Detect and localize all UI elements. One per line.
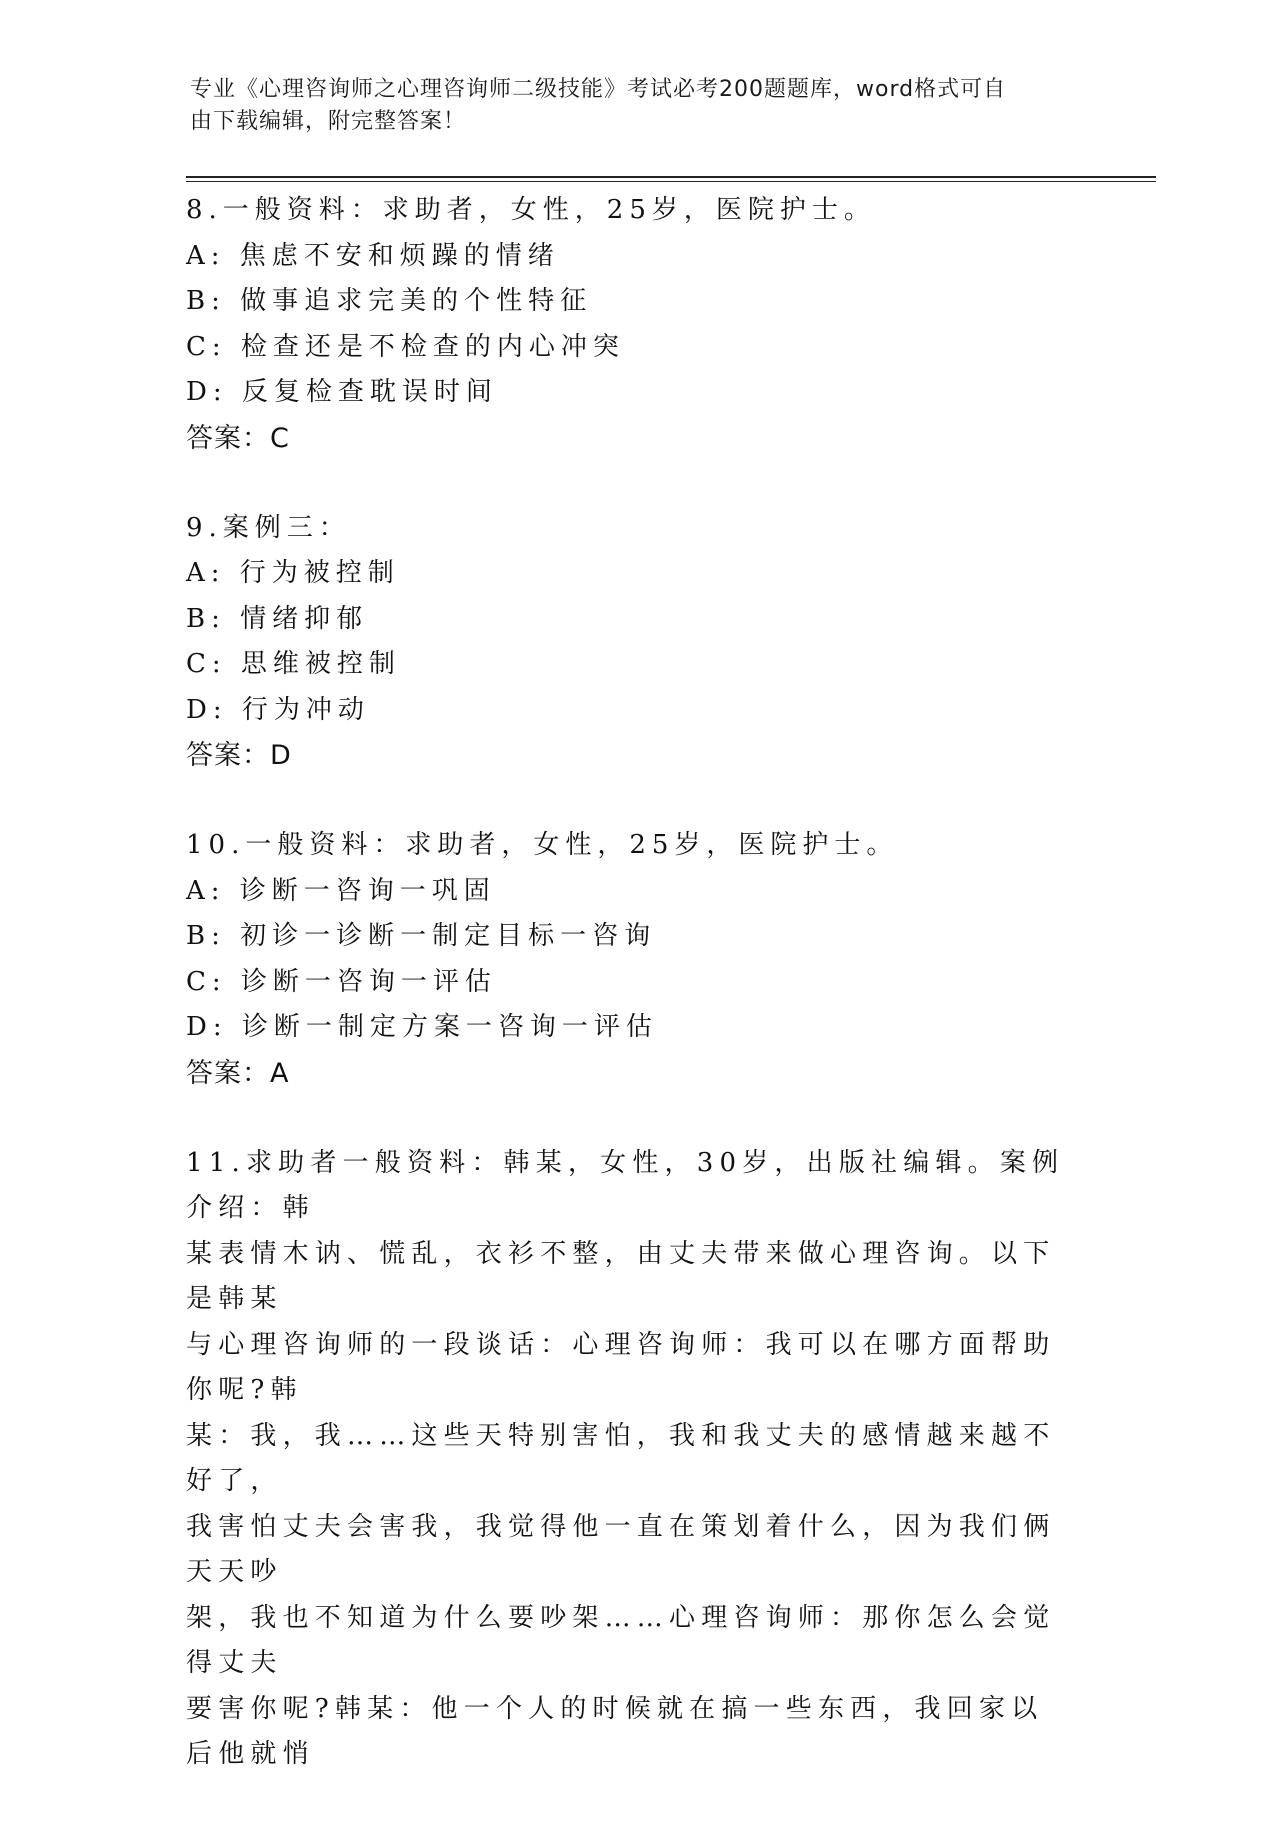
header-divider-thick (186, 176, 1156, 178)
option-d: D: 反复检查耽误时间 (186, 377, 498, 407)
header-line-2: 由下载编辑，附完整答案！ (190, 109, 467, 134)
option-a: A: 焦虑不安和烦躁的情绪 (186, 240, 560, 271)
option-c: C: 诊断一咨询一评估 (186, 966, 497, 997)
question-10 (186, 823, 1086, 1096)
option-a: A: 诊断一咨询一巩固 (186, 875, 496, 906)
option-d: D: 诊断一制定方案一咨询一评估 (186, 1012, 658, 1042)
question-stem: 10.一般资料：求助者，女性，25岁，医院护士。 (186, 830, 899, 860)
option-b: B: 情绪抑郁 (186, 603, 369, 634)
question-stem-line: 11.求助者一般资料：韩某，女性，30岁，出版社编辑。案例介绍：韩 (186, 1147, 1065, 1223)
question-stem-line: 我害怕丈夫会害我，我觉得他一直在策划着什么，因为我们俩天天吵 (186, 1511, 1056, 1587)
answer-text: 答案：A (186, 1057, 290, 1089)
header-line-1: 专业《心理咨询师之心理咨询师二级技能》考试必考200题题库，word格式可自 (190, 77, 1007, 102)
option-c: C: 思维被控制 (186, 649, 401, 679)
answer-text: 答案：D (186, 740, 292, 771)
answer-text: 答案：C (186, 422, 290, 454)
option-d: D: 行为冲动 (186, 694, 370, 725)
question-9 (186, 506, 1086, 779)
question-11 (186, 1141, 1086, 1778)
question-stem-line: 要害你呢?韩某：他一个人的时候就在搞一些东西，我回家以后他就悄 (186, 1693, 1044, 1769)
question-list (186, 188, 1086, 1823)
question-stem: 9.案例三： (186, 512, 351, 543)
question-8 (186, 188, 1086, 461)
option-c: C: 检查还是不检查的内心冲突 (186, 331, 625, 362)
question-stem-line: 某表情木讷、慌乱，衣衫不整，由丈夫带来做心理咨询。以下是韩某 (186, 1238, 1056, 1314)
option-a: A: 行为被控制 (186, 558, 400, 588)
option-b: B: 做事追求完美的个性特征 (186, 286, 593, 316)
question-stem-line: 与心理咨询师的一段谈话：心理咨询师：我可以在哪方面帮助你呢?韩 (186, 1329, 1056, 1405)
document-header (190, 74, 1070, 138)
question-stem: 8.一般资料：求助者，女性，25岁，医院护士。 (186, 195, 876, 225)
question-stem-line: 架，我也不知道为什么要吵架……心理咨询师：那你怎么会觉得丈夫 (186, 1602, 1056, 1678)
option-b: B: 初诊一诊断一制定目标一咨询 (186, 921, 657, 951)
question-stem-line: 某：我，我……这些天特别害怕，我和我丈夫的感情越来越不好了， (186, 1420, 1056, 1496)
header-divider-thin (186, 181, 1156, 182)
